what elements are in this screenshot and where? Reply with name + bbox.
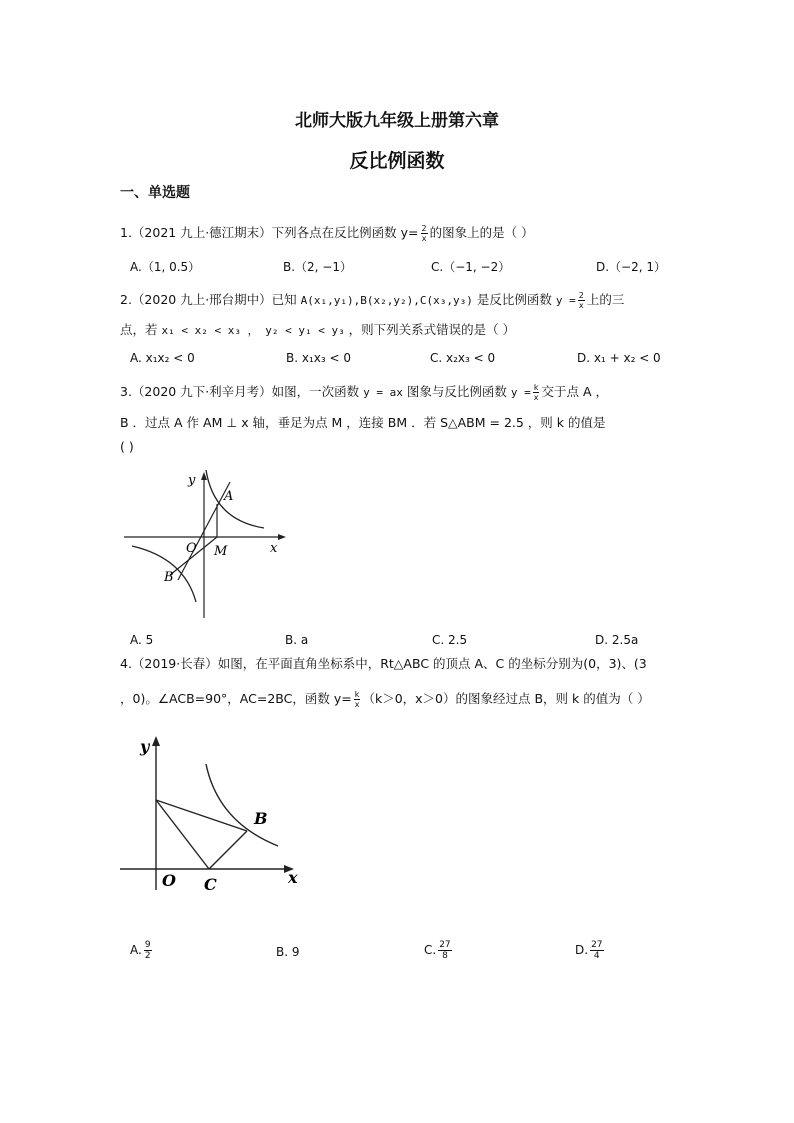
question-1: [120, 224, 534, 243]
question-2-line-1: [120, 291, 624, 310]
label-b: B: [164, 570, 174, 585]
question-3-y: y =: [510, 386, 531, 399]
question-2-mid: 是反比例函数: [476, 292, 552, 307]
label-b: B: [254, 809, 268, 828]
hyperbola-branch: [206, 764, 278, 846]
question-2-points: A(x₁,y₁),B(x₂,y₂),C(x₃,y₃): [300, 294, 473, 307]
question-2-line-2: [120, 324, 515, 337]
question-4-line-1: 4.（2019·长春）如图，在平面直角坐标系中，Rt△ABC 的顶点 A、C 的坐标分别为(0，3)、(3: [120, 656, 647, 671]
question-2-line-2-suffix: ，则下列关系式错误的是（ ）: [348, 322, 516, 337]
segment-cb: [209, 831, 247, 869]
q3-option-b: B. a: [285, 633, 309, 647]
q2-option-b: B. x₁x₃ < 0: [286, 351, 352, 365]
fraction-k-over-x: $\frac{k}{x}$: [533, 383, 539, 402]
q4-option-c: C. $\frac{27}{8}$: [424, 940, 451, 961]
q1-option-b: B.（2, −1）: [283, 260, 353, 274]
question-2-condition: x₁ < x₂ < x₃ ， y₂ < y₁ < y₃: [161, 324, 345, 337]
chapter-title: 反比例函数: [349, 150, 445, 172]
label-y: y: [188, 473, 196, 488]
q4-option-d: D. $\frac{27}{4}$: [575, 940, 603, 961]
fraction-2-over-x: $\frac{2}{x}$: [421, 224, 427, 243]
question-3-line-2: B ．过点 A 作 AM ⊥ x 轴，垂足为点 M ，连接 BM ．若 S△ABM = 2.5 ，则 k 的值是: [120, 415, 606, 430]
question-3-line-1: [120, 383, 608, 402]
fraction-k-over-x: $\frac{k}{x}$: [354, 690, 360, 709]
question-3-mid: 图象与反比例函数: [406, 384, 507, 399]
figure-hyperbola-line: [118, 462, 288, 622]
question-4-suffix: （k＞0，x＞0）的图象经过点 B，则 k 的值为（ ）: [362, 691, 650, 706]
question-1-prefix: 1.（2021 九上·德江期末）下列各点在反比例函数 y=: [120, 225, 419, 240]
question-4-prefix: ，0)。∠ACB=90°，AC=2BC，函数 y=: [120, 691, 352, 706]
question-3-linear-eq: y = ax: [363, 386, 403, 399]
fraction-27-over-4: $\frac{27}{4}$: [591, 940, 603, 961]
hyperbola-branch-right: [206, 470, 264, 528]
question-3-prefix: 3.（2020 九下·利辛月考）如图，一次函数: [120, 384, 360, 399]
question-2-y: y =: [555, 294, 576, 307]
q2-option-c: C. x₂x₃ < 0: [430, 351, 496, 365]
fraction-2-over-x: $\frac{2}{x}$: [578, 291, 584, 310]
question-2-prefix: 2.（2020 九上·邢台期中）已知: [120, 292, 297, 307]
question-2-suffix: 上的三: [586, 292, 625, 307]
q1-option-c: C.（−1, −2）: [431, 260, 511, 274]
q1-option-d: D.（−2, 1）: [596, 260, 667, 274]
label-x: x: [288, 868, 298, 887]
fraction-27-over-8: $\frac{27}{8}$: [439, 940, 451, 961]
q1-option-a: A.（1, 0.5）: [130, 260, 201, 274]
label-c: C: [204, 875, 217, 894]
label-o: O: [186, 541, 197, 556]
label-x: x: [270, 541, 278, 556]
label-m: M: [214, 544, 228, 559]
x-axis-arrow: [278, 534, 286, 540]
figure-right-triangle: [116, 728, 306, 898]
q3-option-d: D. 2.5a: [595, 633, 639, 647]
label-o: O: [162, 871, 176, 890]
question-1-suffix: 的图象上的是（ ）: [429, 225, 534, 240]
question-2-line-2-prefix: 点，若: [120, 322, 158, 337]
label-a: A: [224, 489, 234, 504]
label-y: y: [140, 737, 150, 756]
question-3-line-3: ( ): [120, 439, 134, 454]
segment-ab: [156, 800, 247, 831]
document-title: 北师大版九年级上册第六章: [295, 111, 499, 131]
segment-ac: [156, 800, 209, 869]
q4-option-a: A. $\frac{9}{2}$: [130, 940, 151, 961]
q3-option-a: A. 5: [130, 633, 154, 647]
q2-option-d: D. x₁ + x₂ < 0: [577, 351, 661, 365]
question-3-suffix: 交于点 A ，: [541, 384, 609, 399]
y-axis-arrow: [152, 736, 160, 746]
section-heading: 一、单选题: [120, 185, 190, 201]
question-4-line-2: [120, 690, 650, 709]
fraction-9-over-2: $\frac{9}{2}$: [144, 940, 151, 961]
q2-option-a: A. x₁x₂ < 0: [130, 351, 195, 365]
q3-option-c: C. 2.5: [432, 633, 468, 647]
q4-option-b: B. 9: [276, 945, 300, 959]
